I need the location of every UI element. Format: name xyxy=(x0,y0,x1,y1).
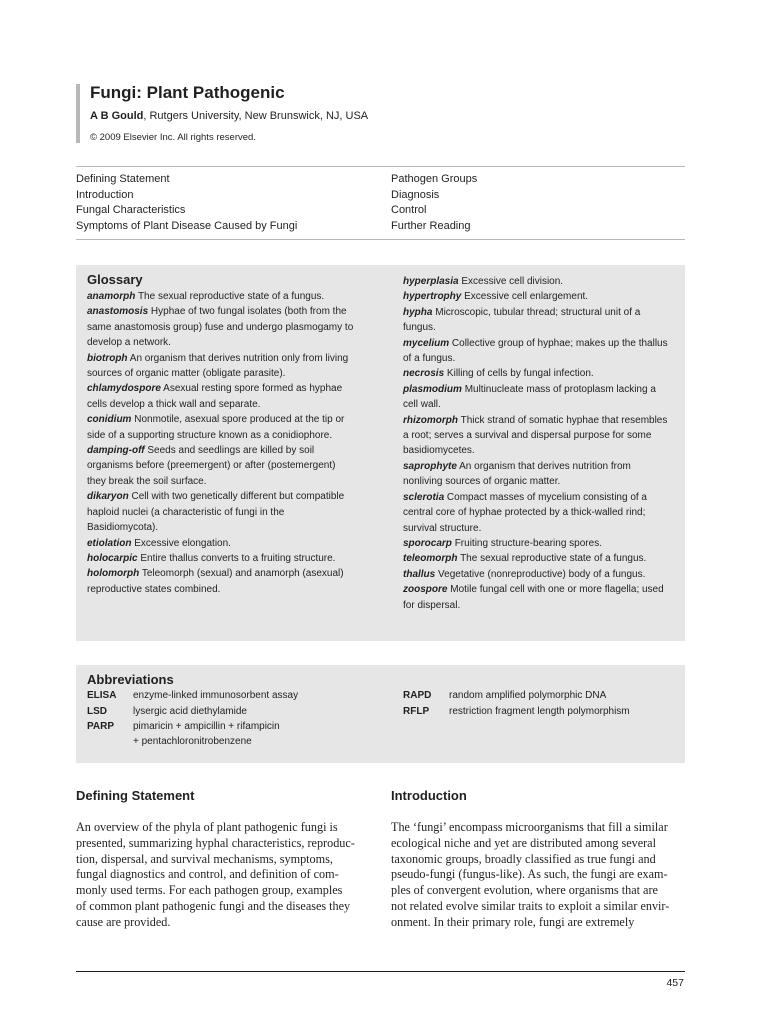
glossary-term: anamorph xyxy=(87,291,136,302)
text-line: An overview of the phyla of plant pathogenic fungi is xyxy=(76,820,338,834)
glossary-entry xyxy=(403,490,673,536)
glossary-definition: Asexual resting spore formed as hyphae cells develop a thick wall and separate. xyxy=(87,383,343,410)
glossary-entry xyxy=(87,351,357,382)
toc-item[interactable]: Control xyxy=(391,204,427,216)
abbreviation-row xyxy=(87,688,298,703)
text-line: ecological niche and yet are distributed among several xyxy=(391,835,656,850)
glossary-term: hypha xyxy=(403,306,433,318)
author-name: A B Gould xyxy=(90,110,144,122)
abbreviation-definition: restriction fragment length polymorphism xyxy=(449,705,630,717)
glossary-definition: Cell with two genetically different but compatible haploid nuclei (a characteristic of fungi in the Basidiomycota). xyxy=(87,491,345,534)
glossary-entry xyxy=(87,489,357,535)
abbreviation: ELISA xyxy=(87,690,117,701)
glossary-heading: Glossary xyxy=(87,272,143,287)
toc-right-column xyxy=(391,172,477,234)
glossary-term: saprophyte xyxy=(403,460,457,472)
glossary-definition: Excessive cell enlargement. xyxy=(464,291,589,303)
glossary-definition: An organism that derives nutrition only from living sources of organic matter (obligate parasite). xyxy=(87,352,349,380)
text-line: cause are provided. xyxy=(76,914,171,929)
glossary-term: holomorph xyxy=(87,568,140,580)
glossary-entry xyxy=(403,289,673,304)
article-title: Fungi: Plant Pathogenic xyxy=(90,83,285,102)
defining-statement-text xyxy=(76,820,370,931)
glossary-term: holocarpic xyxy=(87,552,138,564)
text-line: pseudo-fungi (fungus-like). As such, the fungi are exam- xyxy=(391,867,668,882)
author-affiliation: , Rutgers University, New Brunswick, NJ, USA xyxy=(143,110,369,122)
abbreviation: LSD xyxy=(87,705,107,717)
glossary-entry xyxy=(87,566,357,597)
toc-item[interactable]: Symptoms of Plant Disease Caused by Fungi xyxy=(76,219,298,232)
glossary-term: thallus xyxy=(403,568,436,580)
text-line: presented, summarizing hyphal characteristics, reproduc- xyxy=(76,835,355,850)
glossary-entry xyxy=(87,412,357,443)
glossary-definition: Hyphae of two fungal isolates (both from the same anastomosis group) fuse and undergo plasmogamy to develop a network. xyxy=(87,306,354,349)
glossary-term: rhizomorph xyxy=(403,414,458,426)
glossary-term: conidium xyxy=(87,414,132,426)
glossary-entry xyxy=(403,305,673,336)
glossary-entry xyxy=(403,567,673,582)
abbreviation-definition-line: pimaricin + ampicillin + rifampicin xyxy=(133,721,280,732)
table-of-contents xyxy=(76,166,685,240)
glossary-term: dikaryon xyxy=(87,491,129,503)
glossary-term: mycelium xyxy=(403,337,450,349)
glossary-definition: Excessive cell division. xyxy=(461,276,564,287)
abbreviation: PARP xyxy=(87,721,115,732)
glossary-entry xyxy=(403,413,673,459)
abbreviations-heading: Abbreviations xyxy=(87,672,174,687)
glossary-entry xyxy=(403,382,673,413)
abbreviation-row xyxy=(87,704,247,719)
glossary-entry xyxy=(87,443,357,489)
abbreviation-definition: random amplified polymorphic DNA xyxy=(449,690,607,701)
glossary-definition: The sexual reproductive state of a fungus. xyxy=(137,291,325,302)
glossary-definition: Nonmotile, asexual spore produced at the tip or side of a supporting structure known as a conidiophore. xyxy=(87,414,345,441)
abbreviation-row xyxy=(403,688,606,703)
glossary-panel xyxy=(76,265,685,641)
toc-item[interactable]: Introduction xyxy=(76,188,134,201)
toc-item[interactable]: Further Reading xyxy=(391,219,471,232)
text-line: ples of convergent evolution, where organisms that are xyxy=(391,883,658,898)
glossary-definition: Killing of cells by fungal infection. xyxy=(446,368,594,380)
glossary-term: sporocarp xyxy=(403,537,452,549)
glossary-right-column xyxy=(403,274,673,613)
glossary-definition: Collective group of hyphae; makes up the thallus of a fungus. xyxy=(403,337,668,365)
glossary-definition: Excessive elongation. xyxy=(134,537,231,549)
glossary-term: teleomorph xyxy=(403,553,458,565)
byline xyxy=(90,110,700,122)
glossary-term: sclerotia xyxy=(403,491,445,503)
toc-item[interactable]: Fungal Characteristics xyxy=(76,204,186,216)
article-header xyxy=(76,84,700,143)
glossary-entry xyxy=(403,336,673,367)
glossary-entry xyxy=(403,366,673,381)
glossary-definition: The sexual reproductive state of a fungus. xyxy=(460,553,647,565)
glossary-definition: Seeds and seedlings are killed by soil organisms before (preemergent) or after (postemergent) they break the soil surface. xyxy=(87,445,336,487)
abbreviation-definition-line: + pentachloronitrobenzene xyxy=(133,736,252,748)
glossary-entry xyxy=(87,381,357,412)
toc-item[interactable]: Defining Statement xyxy=(76,173,170,185)
glossary-definition: Thick strand of somatic hyphae that resembles a root; serves a survival and dispersal purpose for some basidiomycetes. xyxy=(403,414,668,457)
text-line: The ‘fungi’ encompass microorganisms that fill a similar xyxy=(391,820,668,834)
toc-item[interactable]: Diagnosis xyxy=(391,188,440,201)
glossary-term: chlamydospore xyxy=(87,383,161,395)
page-number: 457 xyxy=(666,977,684,989)
glossary-entry xyxy=(87,304,357,350)
glossary-definition: Vegetative (nonreproductive) body of a fungus. xyxy=(438,568,646,580)
glossary-definition: Teleomorph (sexual) and anamorph (asexual) reproductive states combined. xyxy=(87,568,344,595)
abbreviations-panel xyxy=(76,665,685,763)
glossary-entry xyxy=(403,274,673,289)
glossary-definition: Compact masses of mycelium consisting of a central core of hyphae protected by a thick-walled rind; survival structure. xyxy=(403,491,647,534)
copyright-notice: © 2009 Elsevier Inc. All rights reserved. xyxy=(90,132,256,143)
glossary-definition: Fruiting structure-bearing spores. xyxy=(454,537,602,549)
text-line: onment. In their primary role, fungi are extremely xyxy=(391,914,635,929)
glossary-term: zoospore xyxy=(403,584,448,596)
glossary-term: anastomosis xyxy=(87,306,149,318)
glossary-term: etiolation xyxy=(87,537,132,549)
abbreviation-definition xyxy=(133,719,280,750)
glossary-definition: Entire thallus converts to a fruiting structure. xyxy=(140,552,336,564)
glossary-term: necrosis xyxy=(403,368,445,380)
glossary-definition: An organism that derives nutrition from nonliving sources of organic matter. xyxy=(403,460,631,488)
glossary-entry xyxy=(403,551,673,566)
abbreviation-row xyxy=(87,719,280,750)
introduction-text xyxy=(391,820,685,931)
text-line: fungal diagnostics and control, and definition of com- xyxy=(76,867,339,882)
glossary-term: hypertrophy xyxy=(403,291,462,303)
footer-divider xyxy=(76,971,685,972)
text-line: taxonomic groups, broadly classified as true fungi and xyxy=(391,851,656,866)
glossary-definition: Motile fungal cell with one or more flagella; used for dispersal. xyxy=(403,584,664,611)
text-line: not related evolve similar traits to exploit a similar envir- xyxy=(391,898,670,913)
abbreviation-definition: lysergic acid diethylamide xyxy=(133,705,247,717)
text-line: tion, dispersal, and survival mechanisms, symptoms, xyxy=(76,851,333,866)
glossary-entry xyxy=(87,289,357,304)
abbreviation-row xyxy=(403,704,630,719)
glossary-definition: Multinucleate mass of protoplasm lacking a cell wall. xyxy=(403,383,656,411)
abbreviation-definition: enzyme-linked immunosorbent assay xyxy=(133,690,299,701)
glossary-term: hyperplasia xyxy=(403,276,459,287)
glossary-term: plasmodium xyxy=(403,383,462,395)
glossary-entry xyxy=(87,536,357,551)
toc-item[interactable]: Pathogen Groups xyxy=(391,173,478,185)
glossary-entry xyxy=(403,459,673,490)
glossary-entry xyxy=(403,582,673,613)
glossary-term: biotroph xyxy=(87,352,128,364)
text-line: monly used terms. For each pathogen group, examples xyxy=(76,883,343,898)
introduction-heading: Introduction xyxy=(391,788,467,803)
glossary-entry xyxy=(403,536,673,551)
glossary-term: damping-off xyxy=(87,445,145,457)
glossary-entry xyxy=(87,551,357,566)
toc-left-column xyxy=(76,172,297,234)
glossary-definition: Microscopic, tubular thread; structural unit of a fungus. xyxy=(403,306,641,334)
text-line: of common plant pathogenic fungi and the diseases they xyxy=(76,898,351,913)
glossary-left-column xyxy=(87,289,357,597)
abbreviation: RFLP xyxy=(403,705,430,717)
abbreviation: RAPD xyxy=(403,690,432,701)
defining-statement-heading: Defining Statement xyxy=(76,788,195,803)
